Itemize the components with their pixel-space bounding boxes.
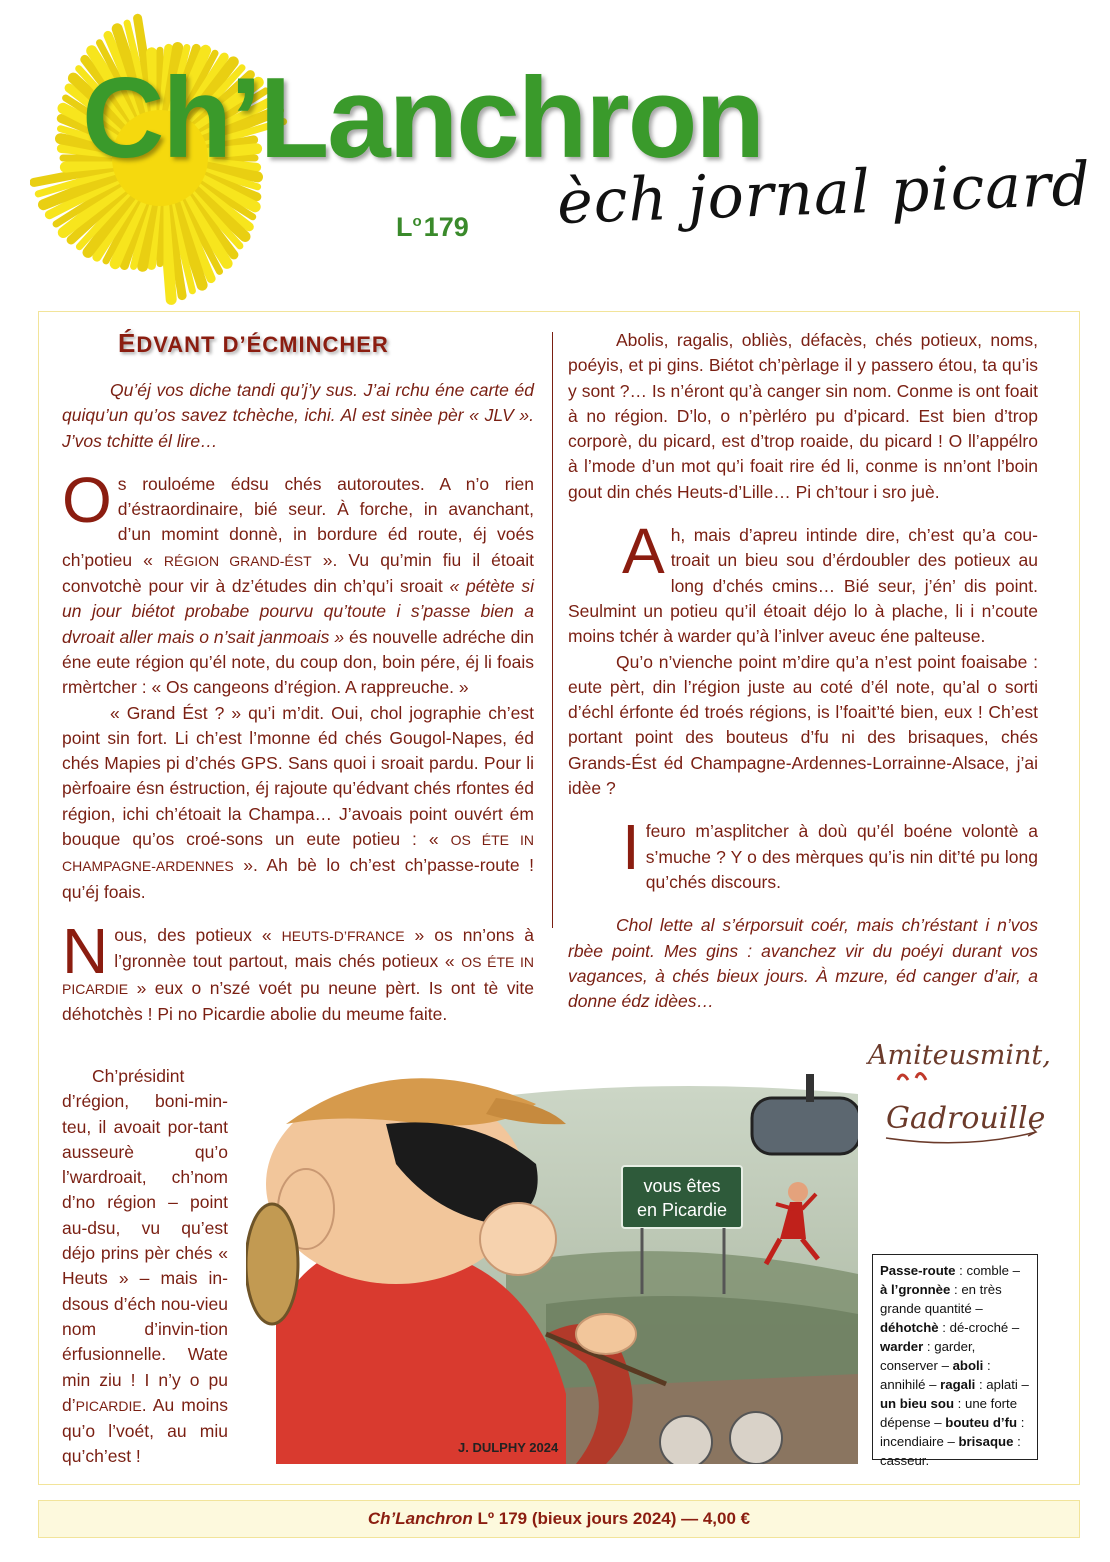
drop-cap: A xyxy=(622,515,665,588)
drop-cap: O xyxy=(62,463,112,536)
paragraph-4: Ch’présidint d’région, boni-min-teu, il avoait por-tant ausseurè qu’o l’wardroait, ch’nom d’no région – point au-dsu, vu qu’est déjo prins pèr chés « Heuts » – mais in-dsous d’éch nou-vieu nom d’invin-tion érfusionnelle. Wate min ziu ! I n’y o pu d’PICARDIE. Au moins qu’o l’voét, au miu qu’ch’est ! xyxy=(62,1066,228,1467)
glossary-box: Passe-route : comble – à l’gronnèe : en très grande quantité – déhotchè : dé-croché – warder : garder, conserver – aboli : annihilé – ragali : aplati – un bieu sou : une forte dépense – bouteu d’fu : incendiaire – brisaque : casseur. xyxy=(872,1254,1038,1460)
paragraph-2: « Grand Ést ? » qu’i m’dit. Oui, chol jographie ch’est point sin fort. Li ch’est l’monne éd chés Gougol-Napes, éd chés Mapies pi d’chés GPS. Sans quoi i sroait pardu. Pour li pèrfoaire ésn éstruction, éj rajoute qu’édvant chés rfontes éd région, ichi ch’étoait la Champa… J’avoais point ouvért ém bouque qu’os croé-sons un eute potieu : « OS ÉTE IN CHAMPAGNE-ARDENNES ». Ah bè lo ch’est ch’passe-route ! qu’éj foais. xyxy=(62,702,534,902)
issue-sup: o xyxy=(412,213,422,230)
artist-signature: J. DULPHY 2024 xyxy=(458,1440,559,1455)
sign-text-line1: vous êtes xyxy=(643,1176,721,1196)
signature-closing: Amiteusmint, xyxy=(868,1040,1051,1071)
column-rule xyxy=(552,332,553,928)
heading-initial: É xyxy=(118,328,137,358)
footer-bar xyxy=(38,1500,1080,1538)
paragraph-1: Os rouloéme édsu chés autoroutes. A n’o rien d’éstraordinaire, bié seur. À forche, in avanchant, d’un momint donnè, in bordure éd route, éj voés ch’potieu « RÉGION GRAND-ÉST ». Vu qu’min fiu il étoait convotchè pour vir à dz’études din ch’qu’i sroait « pétète si un jour biétot probabe pourvu qu’toute i s’passe bien a dvroait aller mais o n’sait janmoais » és nouvelle adréche din éne eute région qu’él note, du coup don, boin pére, éj li foais rmèrtcher : « Os cangeons d’région. A rappreuche. » xyxy=(62,463,534,698)
paragraph-3: Nous, des potieux « HEUTS-D’FRANCE » os nn’ons à l’gronnèe tout partout, mais chés potieux « OS ÉTE IN PICARDIE » eux o n’szé voét pu neune pèrt. Is ont tè vite déhotchès ! Pi no Picardie abolie du meume faite. xyxy=(62,914,535,1024)
masthead-subtitle: èch jornal picard xyxy=(556,149,1093,238)
issue-number xyxy=(396,212,469,243)
footer-name: Ch’Lanchron xyxy=(367,1509,473,1528)
column-left-narrow xyxy=(62,1064,228,1470)
drop-cap: I xyxy=(622,811,640,884)
intro-paragraph: Qu’éj vos diche tandi qu’j’y sus. J’ai rchu éne carte éd quiqu’un qu’os savez tchèche, ichi. Al est sinèe pèr « JLV ». J’vos tchitte él lire… xyxy=(62,380,534,451)
paragraph-6: Ah, mais d’apreu intinde dire, ch’est qu’a cou-troait un bieu sou d’érdoubler des potieux au long d’chés cmins… Bié seur, j’én’ dis point. Seulmint un potieu qu’il étoait déjo lo à plache, li i n’coute moins tchér à warder qu’à l’inlver aveuc éne palteuse. xyxy=(568,515,1038,647)
drop-cap: N xyxy=(62,914,109,987)
footer-issue: Lº 179 (bieux jours 2024) — 4,00 € xyxy=(472,1509,751,1528)
column-right xyxy=(568,328,1038,1014)
cartoon-illustration xyxy=(246,1064,858,1464)
sign-text-line2: en Picardie xyxy=(636,1200,728,1220)
paragraph-5: Abolis, ragalis, obliès, défacès, chés potieux, noms, poéyis, et pi gins. Biétot ch’pèrlage il y passero étou, ta qu’is y sont ?… Is n’éront qu’à canger sin nom. Conme is ont foait à no région. D’lo, o n’pèrléro pu d’picard. Est bien d’trop corporè, du picard, est d’trop roaide, du picard ! O ll’appélro à l’mode d’un mot qu’i foait rire éd li, conme is nn’ont l’boin gout din chés Heuts-d’Lille… Pi ch’tour i sro juè. xyxy=(568,330,1038,502)
article-heading xyxy=(118,328,389,359)
issue-value: 179 xyxy=(423,212,469,242)
paragraph-7: Qu’o n’vienche point m’dire qu’a n’est point foaisabe : eute pèrt, din l’région juste au coté d’él note, qu’al o sorti d’échl érfonte éd troés régions, is l’foait’té bien, eux ! Ch’est portant point des bouteus d’fu ni des brisaques, chés Grands-Ést éd Champagne-Ardennes-Lorrainne-Alsace, j’ai idèe ? xyxy=(568,651,1038,799)
paragraph-9: Chol lette al s’érporsuit coér, mais ch’réstant i n’vos rbèe point. Mes gins : avanchez vir du poéyi durant vos vagances, à chés bieux jours. À mzure, éd canger d’air, a donne édz idèes… xyxy=(568,915,1038,1012)
masthead-title: Ch’Lanchron xyxy=(82,55,763,182)
issue-prefix: L xyxy=(396,212,413,242)
paragraph-8: Ifeuro m’asplitcher à doù qu’él boéne volontè a s’muche ? Y o des mèrques qu’is nin dit’té pu long qu’chés discours. xyxy=(622,811,1038,892)
column-left xyxy=(62,378,534,1027)
signature-name: Gadrouille xyxy=(886,1101,1046,1136)
signature xyxy=(866,1028,1066,1158)
heading-rest: DVANT D’ÉCMINCHER xyxy=(136,332,389,357)
